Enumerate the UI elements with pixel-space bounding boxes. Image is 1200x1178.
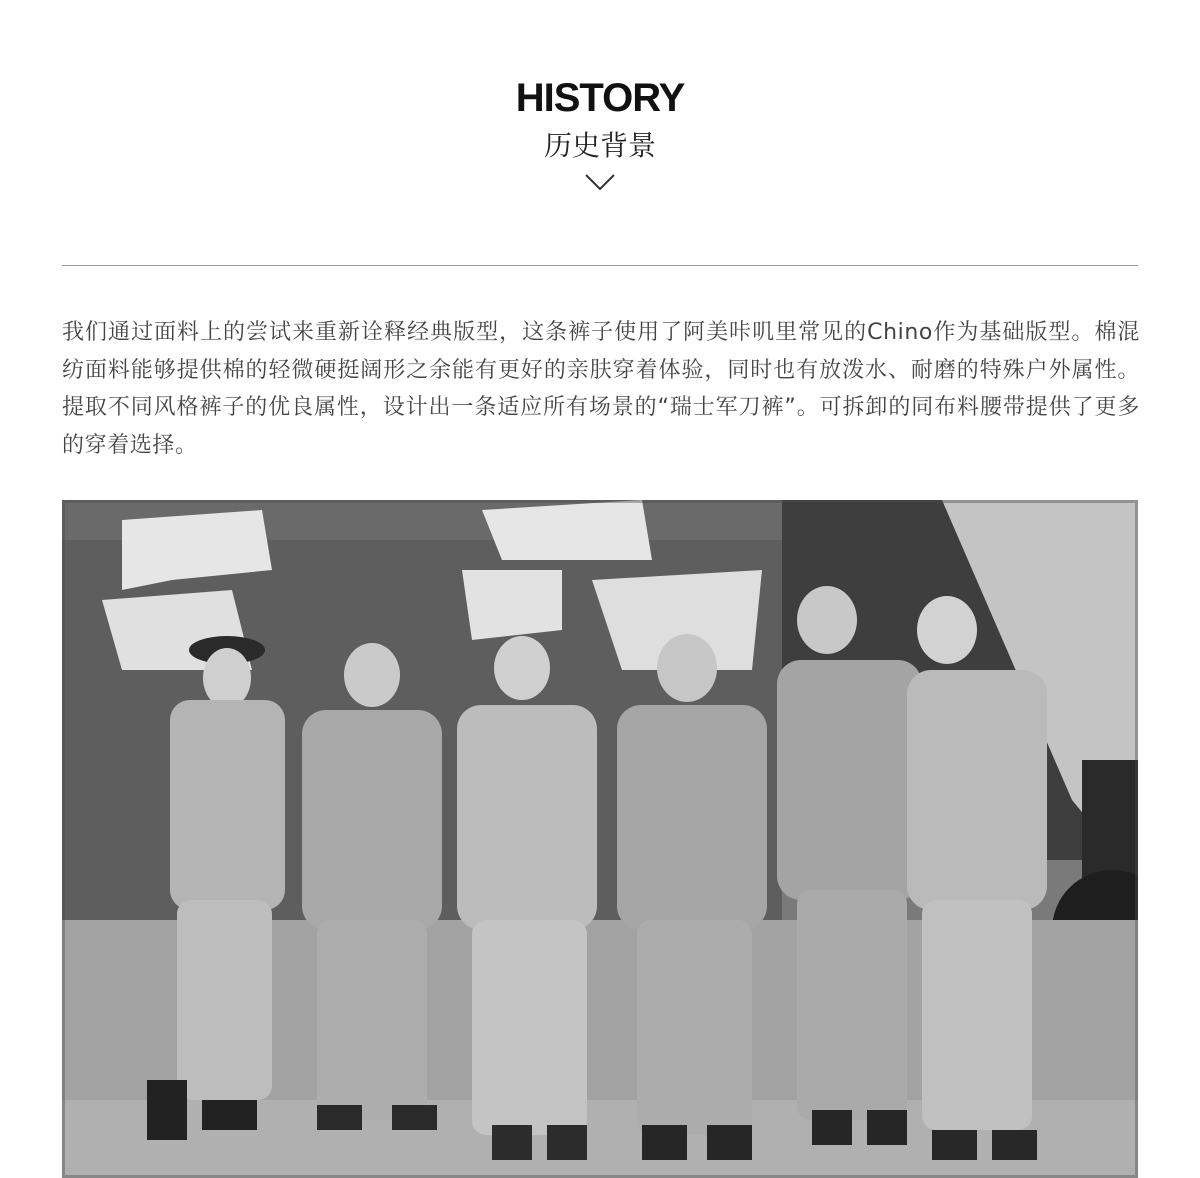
section-divider	[62, 265, 1138, 266]
person-3	[457, 636, 597, 1160]
section-title-cn: 历史背景	[543, 129, 656, 162]
aviators-photo-illustration	[62, 500, 1138, 1178]
description-paragraph: 我们通过面料上的尝试来重新诠释经典版型，这条裤子使用了阿美咔叽里常见的Chino作为基础版型。棉混纺面料能够提供棉的轻微硬挺阔形之余能有更好的亲肤穿着体验，同时也有放泼水、耐磨的特殊户外属性。提取不同风格裤子的优良属性，设计出一条适应所有场景的“瑞士军刀裤”。可拆卸的同布料腰带提供了更多的穿着选择。	[62, 320, 1140, 458]
history-photo	[62, 500, 1138, 1178]
section-header	[0, 72, 1200, 192]
chevron-down-icon	[584, 172, 616, 192]
person-2	[302, 643, 442, 1130]
section-title-en: HISTORY	[515, 76, 685, 120]
person-6	[907, 596, 1047, 1160]
person-5	[777, 586, 922, 1145]
person-4	[617, 634, 767, 1160]
